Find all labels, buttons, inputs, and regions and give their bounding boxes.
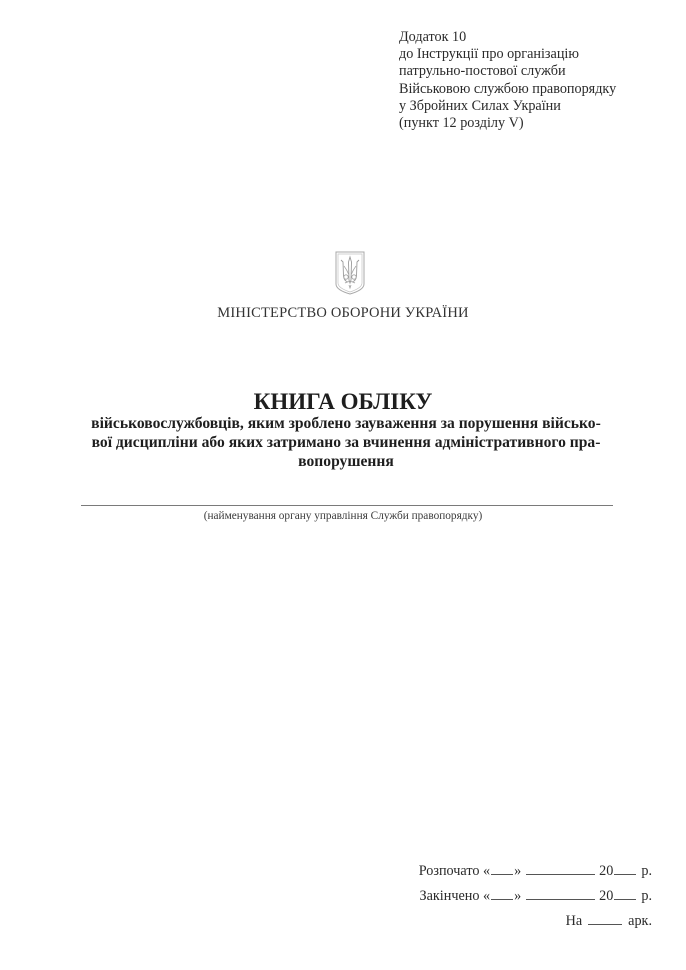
quote-close: »: [514, 863, 522, 879]
appendix-line: до Інструкції про організацію: [399, 46, 579, 63]
appendix-line: Додаток 10: [399, 29, 467, 45]
started-month-blank: [526, 862, 595, 875]
year-prefix: 20: [599, 888, 614, 904]
year-suffix: р.: [641, 888, 652, 904]
quote-close: »: [514, 888, 522, 904]
appendix-line: у Збройних Силах України: [399, 97, 561, 114]
appendix-line: (пункт 12 розділу V): [399, 115, 524, 132]
sheets-count-blank: [588, 912, 622, 925]
ministry-name: МІНІСТЕРСТВО ОБОРОНИ УКРАЇНИ: [217, 305, 469, 321]
dates-block: [419, 862, 652, 937]
org-name-caption: (найменування органу управління Служби правопорядку): [203, 510, 483, 522]
started-date-row: [419, 862, 652, 887]
subtitle-line: військовослужбовців, яким зроблено зауваження за порушення військо-: [91, 415, 601, 432]
finished-year-blank: [614, 887, 636, 900]
appendix-line: патрульно-постової служби: [399, 63, 566, 80]
quote-open: «: [482, 863, 491, 879]
started-label: Розпочато: [418, 863, 480, 879]
sheets-prefix: На: [565, 913, 583, 929]
subtitle-line: вопорушення: [298, 453, 394, 470]
year-prefix: 20: [599, 863, 614, 879]
subtitle-line: вої дисципліни або яких затримано за вчинення адміністративного пра-: [91, 434, 601, 451]
sheets-row: [419, 912, 652, 937]
finished-date-row: [419, 887, 652, 912]
finished-label: Закінчено: [419, 888, 480, 904]
started-day-blank: [491, 862, 513, 875]
started-year-blank: [614, 862, 636, 875]
year-suffix: р.: [641, 863, 652, 879]
appendix-line: Військовою службою правопорядку: [399, 80, 617, 97]
sheets-suffix: арк.: [628, 913, 652, 929]
document-title: КНИГА ОБЛІКУ: [253, 389, 433, 414]
org-name-field-line: [81, 505, 613, 506]
finished-day-blank: [491, 887, 513, 900]
finished-month-blank: [526, 887, 595, 900]
ukraine-trident-coat-of-arms-icon: [334, 250, 366, 296]
document-subtitle: [78, 414, 614, 471]
quote-open: «: [482, 888, 491, 904]
appendix-note: [399, 29, 659, 132]
